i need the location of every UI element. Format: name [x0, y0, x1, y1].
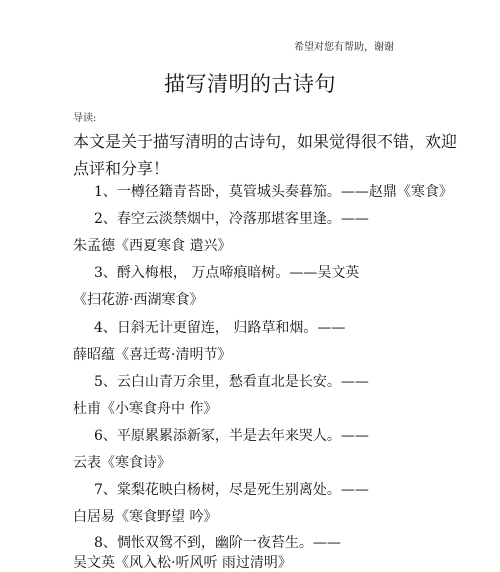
poem-line: 7、棠梨花映白杨树，尽是死生别离处。—— [94, 482, 369, 498]
page-title: 描写清明的古诗句 [164, 72, 336, 96]
header-note: 希望对您有帮助，谢谢 [294, 42, 394, 53]
poem-line: 5、云白山青万余里，愁看直北是长安。—— [94, 374, 369, 390]
poem-line: 1、一樽径籍青苔卧，莫管城头奏暮笳。——赵鼎《寒食》 [94, 184, 453, 200]
poem-line: 2、春空云淡禁烟中，冷落那堪客里逢。—— [94, 211, 369, 227]
poem-source: 吴文英《风入松·听风听 雨过清明》 [73, 555, 292, 571]
poem-line: 8、惆怅双鸳不到，幽阶一夜苔生。—— [94, 535, 341, 551]
poem-source: 朱孟德《西夏寒食 遣兴》 [73, 238, 232, 254]
poem-line: 3、酹入梅根， 万点啼痕暗树。——吴文英 [94, 265, 360, 281]
poem-source: 薛昭蕴《喜迁莺·清明节》 [73, 347, 232, 363]
guide-label: 导读: [73, 113, 97, 124]
poem-source: 杜甫《小寒食舟中 作》 [73, 401, 218, 417]
poem-line: 4、日斜无计更留连， 归路草和烟。—— [94, 320, 346, 336]
poem-source: 白居易《寒食野望 吟》 [73, 509, 218, 525]
poem-source: 《扫花游·西湖寒食》 [73, 292, 204, 308]
poem-line: 6、平原累累添新冢，半是去年来哭人。—— [94, 428, 369, 444]
intro-paragraph: 本文是关于描写清明的古诗句，如果觉得很不错，欢迎点评和分享！ [73, 132, 458, 178]
poem-source: 云表《寒食诗》 [73, 455, 171, 471]
